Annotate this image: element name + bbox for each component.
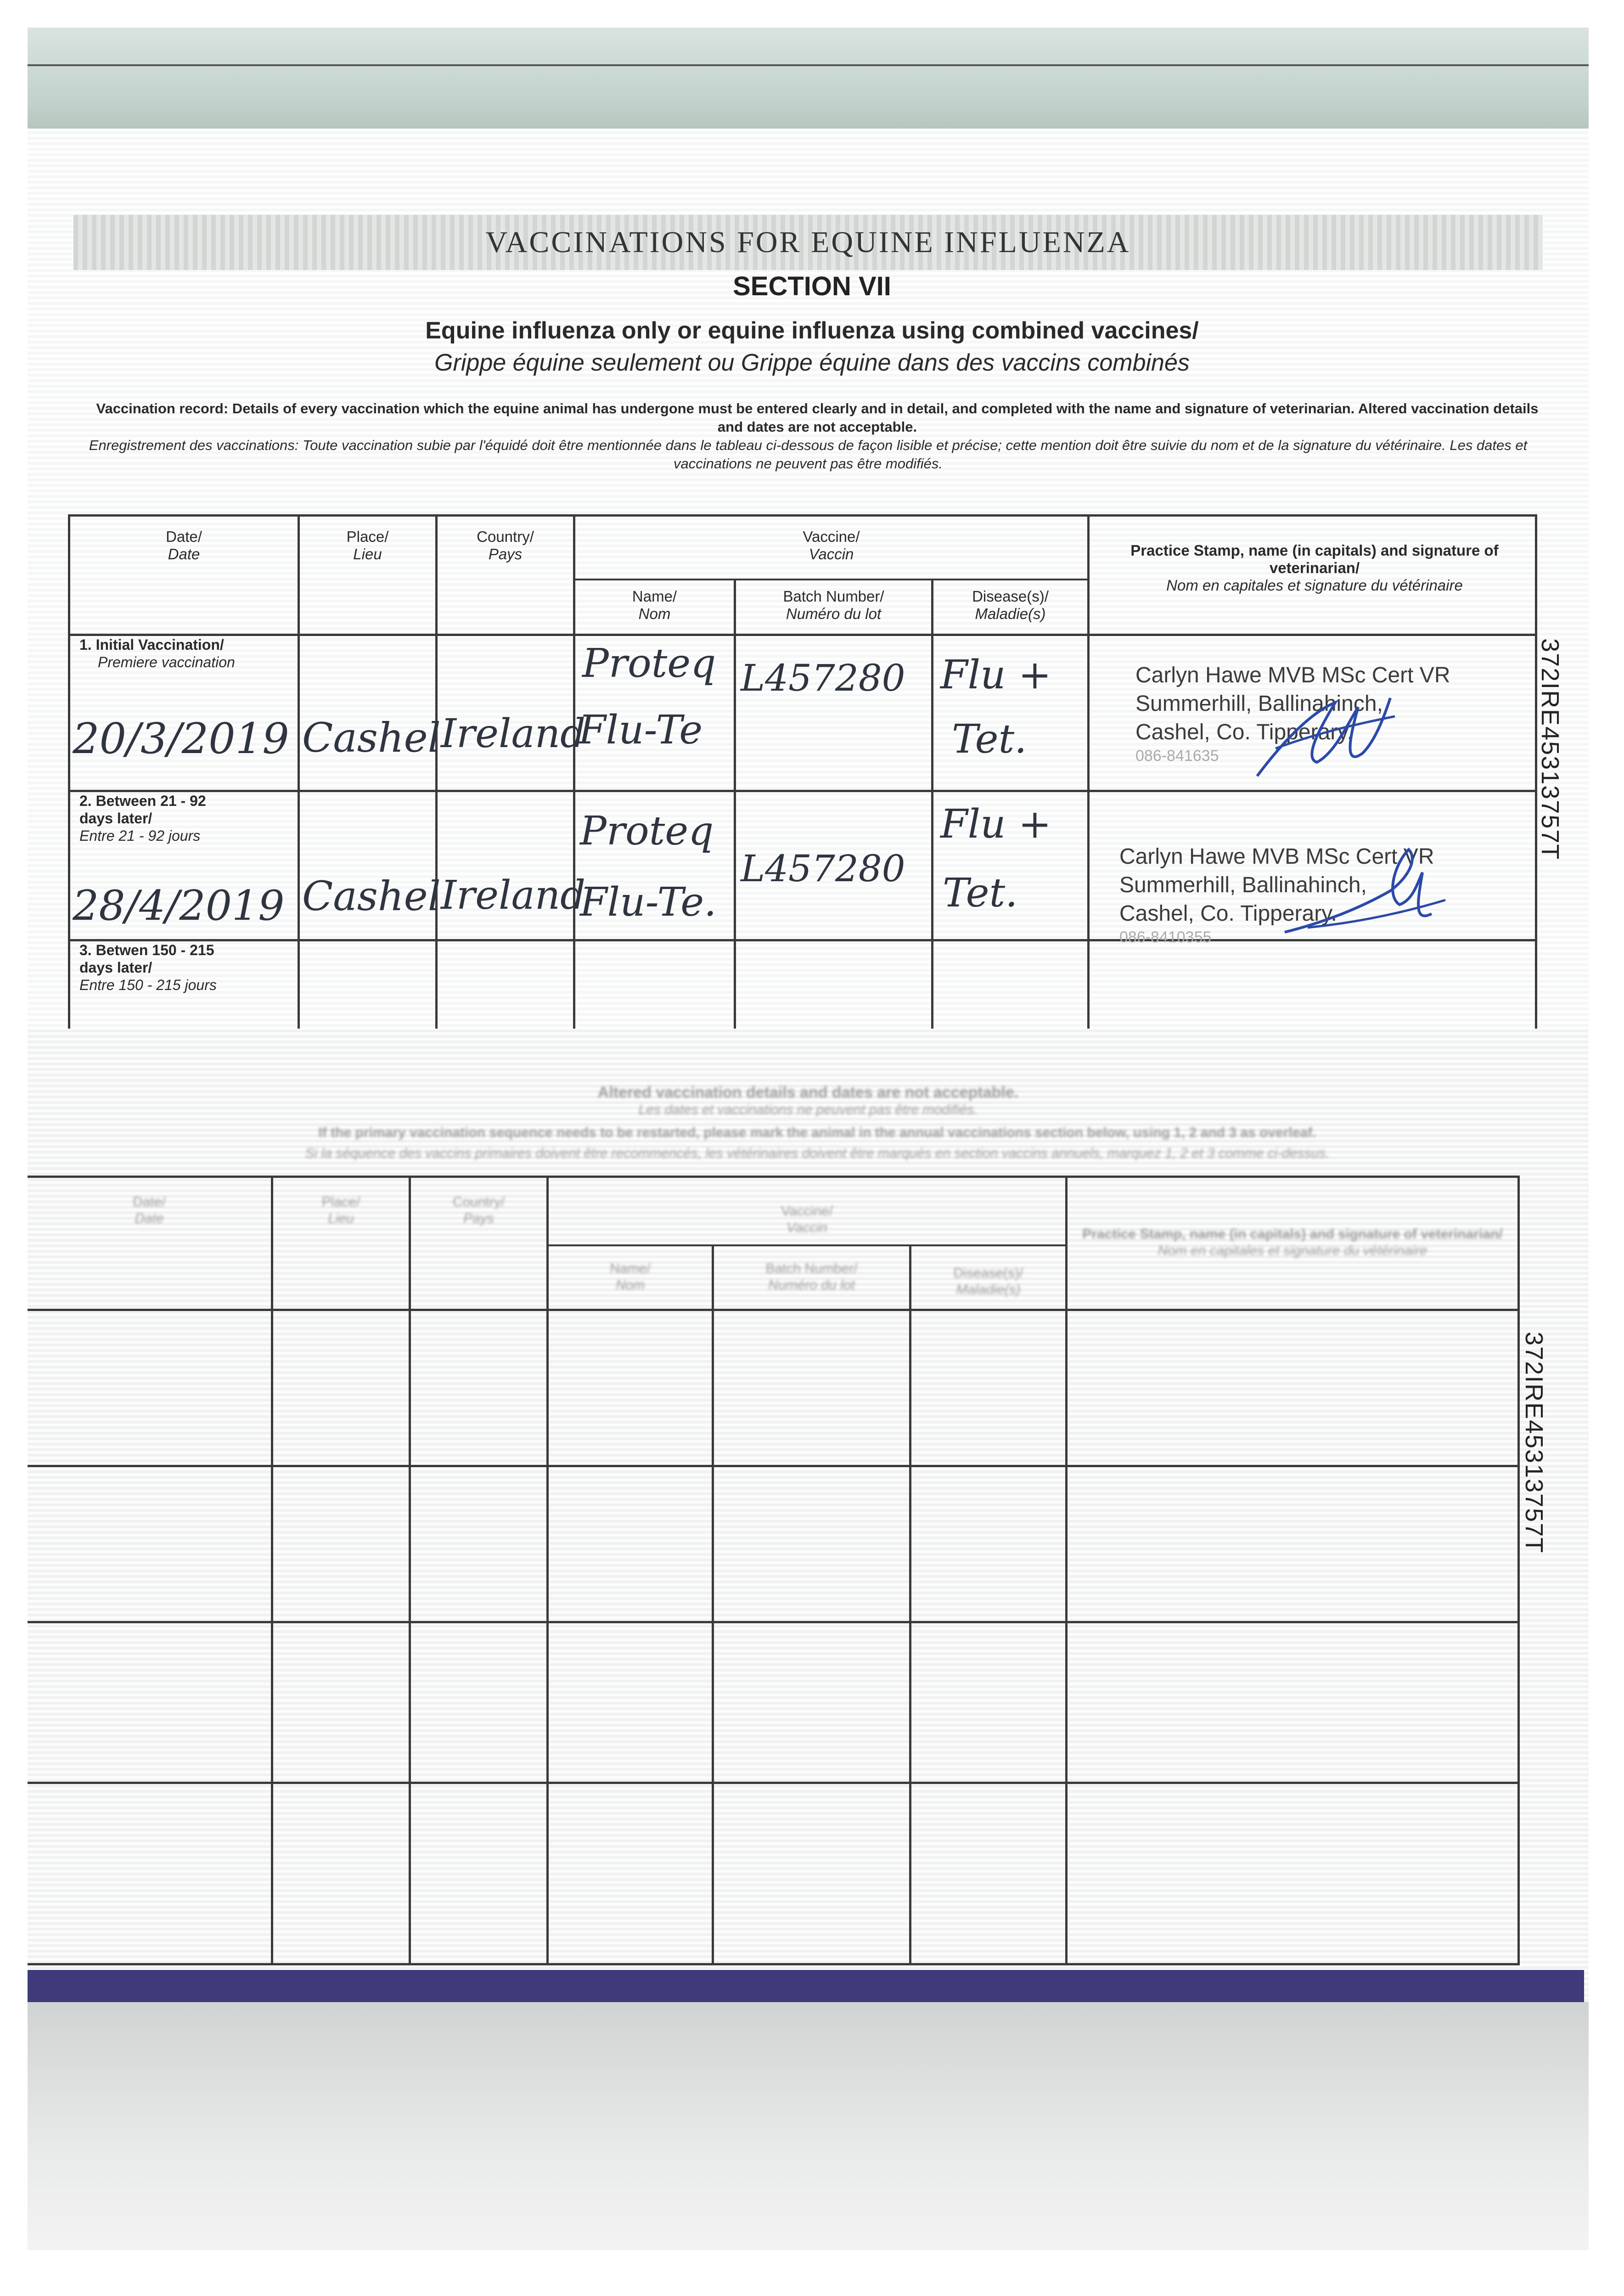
page2-col-country-label-fr: Pays [463,1211,494,1226]
col-vaccine-header [575,528,1087,563]
row-1-disease-2: Tet. [952,716,1027,762]
page2-notice-2: If the primary vaccination sequence needs to be restarted, please mark the animal in the annual vaccinations section below, using 1, 2 and 3 as overleaf. [318,1125,1316,1140]
row-2-country: Ireland [441,872,586,918]
page2-col-vaccine-label: Vaccine/ [781,1204,833,1219]
row-1-stamp-line-2: Summerhill, Ballinahinch, [1135,692,1383,716]
page2-col-name [549,1261,712,1294]
col-batch-label: Batch Number/ [783,588,884,605]
col-country-header [438,528,573,563]
col-batch-label-fr: Numéro du lot [786,605,882,622]
row-1-vet-signature [1248,684,1399,794]
row-2-disease-2: Tet. [943,870,1018,916]
subtitle-en: Equine influenza only or equine influenza using combined vaccines/ [425,317,1199,344]
page2-col-date [28,1194,271,1227]
page2-col-country-label: Country/ [452,1194,505,1210]
row-2-label-fr: Entre 21 - 92 jours [79,827,201,844]
page2-col-batch [714,1261,909,1294]
col-stamp-label: Practice Stamp, name (in capitals) and signature of veterinarian/ [1130,542,1499,576]
row-1-country: Ireland [441,711,586,757]
page2-col-place [273,1194,409,1227]
page2-notice-2-fr: Si la séquence des vaccins primaires doivent être recommencés, les vétérinaires doivent être marqués en section vaccins annuels, marquez 1, 2 et 3 comme ci-dessus. [305,1146,1330,1161]
record-instructions-en: Vaccination record: Details of every vaccination which the equine animal has undergone must be entered clearly and in detail, and completed with the name and signature of veterinarian. Altered vaccination details and dates are not acceptable. [96,400,1539,435]
row-1-label-en: 1. Initial Vaccination/ [79,636,224,653]
row-1-stamp-line-3: Cashel, Co. Tipperary. [1135,720,1353,744]
col-vaccine-label-fr: Vaccin [809,546,854,563]
page2-col-stamp [1070,1226,1515,1259]
page2-col-vaccine-label-fr: Vaccin [787,1220,827,1235]
col-disease-header [933,588,1087,623]
col-vaccine-label: Vaccine/ [803,528,860,545]
row-2-stamp-line-2: Summerhill, Ballinahinch, [1119,873,1367,897]
row-2-disease-1: Flu + [940,801,1051,847]
page2-col-disease-label: Disease(s)/ [953,1266,1023,1281]
row-1-vaccine-name-2: Flu-Te [579,707,703,753]
section-number: SECTION VII [733,271,891,301]
page2-col-stamp-label-fr: Nom en capitales et signature du vétérinaire [1158,1243,1427,1258]
page2-col-place-label-fr: Lieu [328,1211,354,1226]
col-stamp-header [1096,542,1533,594]
col-name-header [575,588,734,623]
row-2-date: 28/4/2019 [73,882,285,930]
page2-col-date-label-fr: Date [135,1211,164,1226]
row-3-label [79,941,236,994]
row-2-vaccine-name-2: Flu-Te. [580,879,717,925]
page2-col-batch-label: Batch Number/ [765,1261,858,1276]
row-1-label [79,636,291,671]
row-1-disease-1: Flu + [940,652,1051,698]
row-1-batch: L457280 [741,657,905,699]
page2-notice-1: Altered vaccination details and dates are not acceptable. [597,1084,1019,1101]
col-place-label: Place/ [346,528,389,545]
row-2-vet-signature [1280,836,1450,955]
row-1-label-fr: Premiere vaccination [98,654,235,670]
row-2-vaccine-name-1: Proteq [580,808,714,854]
vaccination-table [68,514,1537,1056]
col-name-label: Name/ [632,588,677,605]
col-date-label-fr: Date [168,546,200,563]
banner-title: VACCINATIONS FOR EQUINE INFLUENZA [485,225,1131,259]
page2-col-place-label: Place/ [321,1194,360,1210]
page2-col-country [411,1194,546,1227]
col-country-label-fr: Pays [488,546,523,563]
row-1-stamp-line-1: Carlyn Hawe MVB MSc Cert VR [1135,663,1450,687]
col-stamp-label-fr: Nom en capitales et signature du vétérinaire [1166,577,1463,594]
page2-col-vaccine [549,1203,1065,1236]
col-date-header [70,528,298,563]
row-3-label-en: 3. Betwen 150 - 215 days later/ [79,942,214,976]
annual-vaccination-table [28,1176,1520,1965]
col-date-label: Date/ [166,528,202,545]
page2-serial-number: 372IRE45313757T [1520,1332,1548,1554]
row-2-stamp-line-3: Cashel, Co. Tipperary. [1119,901,1337,926]
row-1-stamp-phone: 086-841635 [1135,747,1219,765]
row-3-label-fr: Entre 150 - 215 jours [79,977,217,993]
passport-serial-number: 372IRE45313757T [1536,638,1564,861]
col-place-label-fr: Lieu [353,546,382,563]
subtitle-fr: Grippe équine seulement ou Grippe équine dans des vaccins combinés [434,349,1190,376]
col-place-header [300,528,435,563]
page2-col-disease [911,1265,1065,1298]
page2-notice-1-fr: Les dates et vaccinations ne peuvent pas être modifiés. [638,1102,978,1117]
page2-col-name-label: Name/ [610,1261,651,1276]
col-disease-label: Disease(s)/ [972,588,1049,605]
col-name-label-fr: Nom [638,605,671,622]
page2-col-stamp-label: Practice Stamp, name (in capitals) and signature of veterinarian/ [1082,1227,1503,1242]
page2-col-name-label-fr: Nom [615,1277,645,1293]
page2-col-date-label: Date/ [133,1194,166,1210]
row-2-label-en: 2. Between 21 - 92 days later/ [79,793,206,827]
col-disease-label-fr: Maladie(s) [975,605,1046,622]
scan-bottom-area [28,2002,1589,2250]
row-2-place: Cashel [302,872,441,920]
page2-col-disease-label-fr: Maladie(s) [956,1282,1021,1297]
section-banner [73,215,1543,270]
row-2-label [79,792,217,844]
row-1-vaccine-name-1: Proteq [582,641,716,687]
row-2-stamp-line-1: Carlyn Hawe MVB MSc Cert VR [1119,844,1434,869]
col-batch-header [736,588,931,623]
record-instructions-fr: Enregistrement des vaccinations: Toute vaccination subie par l'équidé doit être mentionnée dans le tableau ci-dessous de façon lisible et précise; cette mention doit être suivie du nom et de la signature du vétérinaire. Les dates et vaccinations ne peuvent pas être modifiés. [89,437,1528,472]
row-2-stamp-phone: 086-8410355 [1119,929,1212,946]
col-country-label: Country/ [477,528,534,545]
row-1-place: Cashel [302,714,441,761]
page2-col-batch-label-fr: Numéro du lot [768,1277,855,1293]
row-2-batch: L457280 [741,847,905,890]
row-1-date: 20/3/2019 [73,714,289,763]
